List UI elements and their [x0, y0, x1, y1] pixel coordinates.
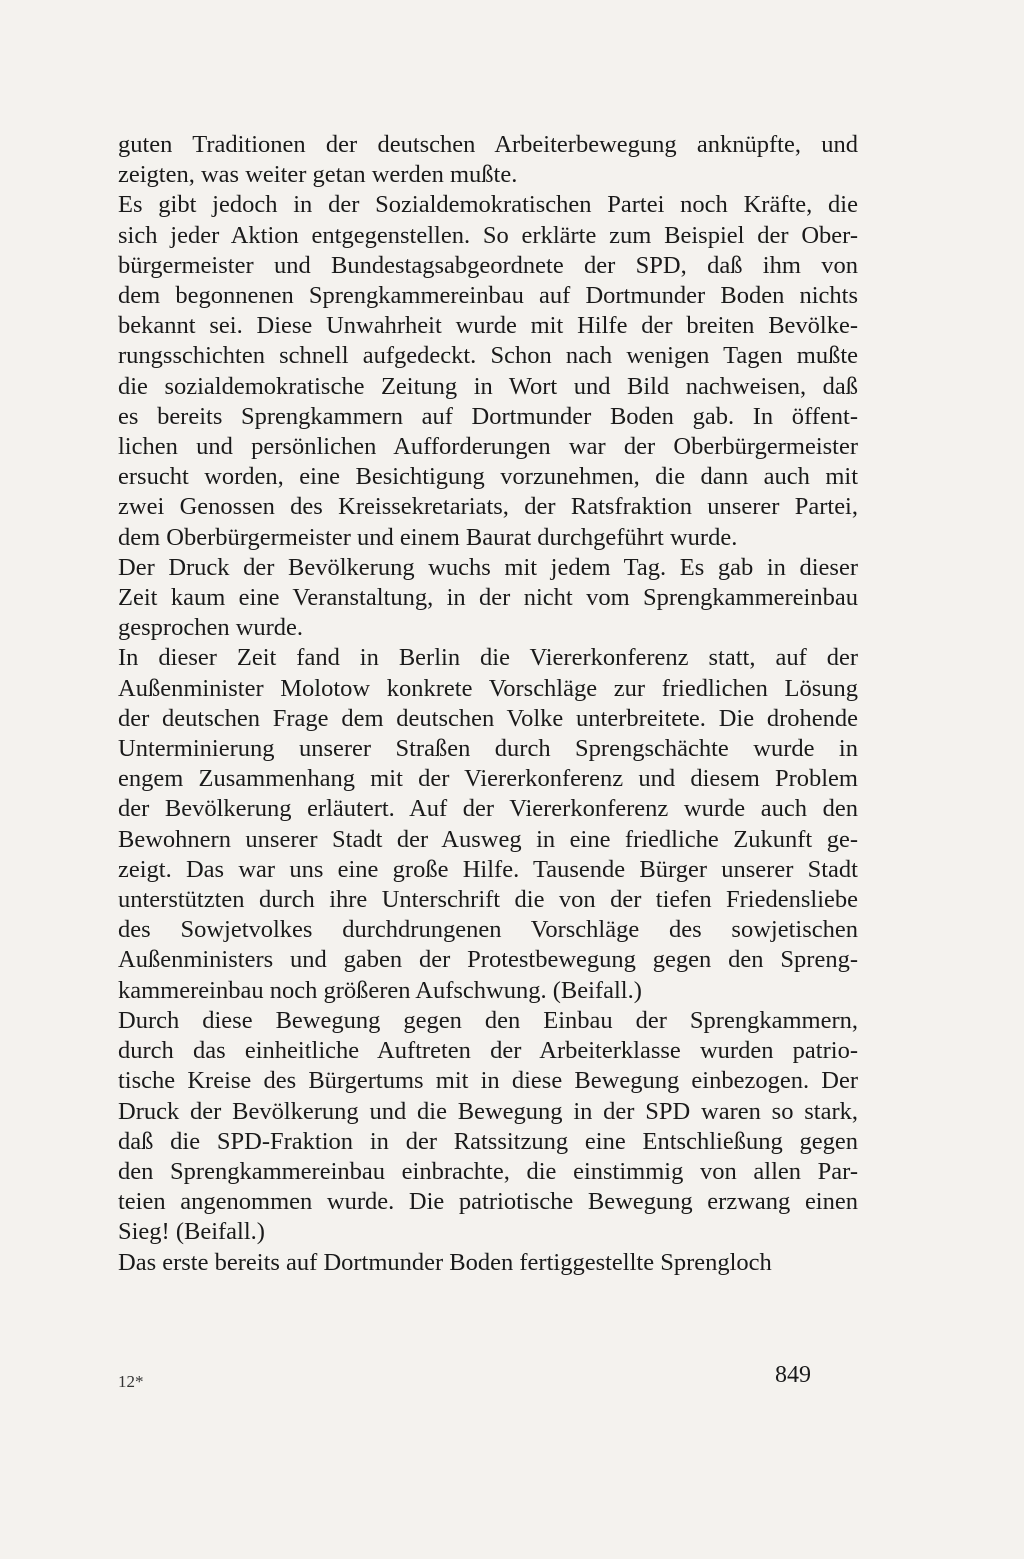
- text-line: des Sowjetvolkes durchdrungenen Vorschläge des sowjetischen: [118, 916, 858, 944]
- text-line: zwei Genossen des Kreissekretariats, der Ratsfraktion unserer Partei,: [118, 493, 858, 521]
- text-line: Unterminierung unserer Straßen durch Sprengschächte wurde in: [118, 735, 858, 763]
- text-line: Druck der Bevölkerung und die Bewegung in der SPD waren so stark,: [118, 1097, 858, 1125]
- text-line: Außenminister Molotow konkrete Vorschläge zur friedlichen Lösung: [118, 674, 858, 702]
- text-line: gesprochen wurde.: [118, 614, 304, 642]
- text-line: Zeit kaum eine Veranstaltung, in der nicht vom Sprengkammereinbau: [118, 584, 858, 612]
- paragraph-first-line: Das erste bereits auf Dortmunder Boden fertiggestellte Sprengloch: [118, 1248, 772, 1276]
- text-line: dem begonnenen Sprengkammereinbau auf Dortmunder Boden nichts: [118, 282, 858, 310]
- text-line: den Sprengkammereinbau einbrachte, die einstimmig von allen Par-: [118, 1157, 858, 1185]
- page-number: 849: [775, 1362, 811, 1388]
- text-line: sich jeder Aktion entgegenstellen. So erklärte zum Beispiel der Ober-: [118, 221, 858, 249]
- paragraph-first-line: Der Druck der Bevölkerung wuchs mit jedem Tag. Es gab in dieser: [118, 553, 858, 581]
- text-line: engem Zusammenhang mit der Viererkonferenz und diesem Problem: [118, 765, 858, 793]
- text-line: rungsschichten schnell aufgedeckt. Schon nach wenigen Tagen mußte: [118, 342, 858, 370]
- text-line: Sieg! (Beifall.): [118, 1218, 265, 1246]
- body-text: [118, 130, 858, 1278]
- paragraph-first-line: Durch diese Bewegung gegen den Einbau der Sprengkammern,: [118, 1006, 858, 1034]
- text-line: kammereinbau noch größeren Aufschwung. (Beifall.): [118, 976, 642, 1004]
- text-line: bürgermeister und Bundestagsabgeordnete der SPD, daß ihm von: [118, 251, 858, 279]
- text-line: ersucht worden, eine Besichtigung vorzunehmen, die dann auch mit: [118, 463, 858, 491]
- text-line: durch das einheitliche Auftreten der Arbeiterklasse wurden patrio-: [118, 1037, 858, 1065]
- text-line: daß die SPD-Fraktion in der Ratssitzung eine Entschließung gegen: [118, 1127, 858, 1155]
- text-line: Außenministers und gaben der Protestbewegung gegen den Spreng-: [118, 946, 858, 974]
- paragraph-first-line: Es gibt jedoch in der Sozialdemokratischen Partei noch Kräfte, die: [118, 191, 858, 219]
- text-line: der Bevölkerung erläutert. Auf der Viererkonferenz wurde auch den: [118, 795, 858, 823]
- paragraph-first-line: In dieser Zeit fand in Berlin die Viererkonferenz statt, auf der: [118, 644, 858, 672]
- text-line: zeigt. Das war uns eine große Hilfe. Tausende Bürger unserer Stadt: [118, 855, 858, 883]
- signature-mark: 12*: [118, 1372, 144, 1391]
- text-line: teien angenommen wurde. Die patriotische Bewegung erzwang einen: [118, 1188, 858, 1216]
- text-line: tische Kreise des Bürgertums mit in diese Bewegung einbezogen. Der: [118, 1067, 858, 1095]
- text-line: zeigten, was weiter getan werden mußte.: [118, 161, 518, 189]
- text-line: der deutschen Frage dem deutschen Volke unterbreitete. Die drohende: [118, 704, 858, 732]
- paragraph-first-line: guten Traditionen der deutschen Arbeiterbewegung anknüpfte, und: [118, 131, 858, 158]
- text-line: bekannt sei. Diese Unwahrheit wurde mit Hilfe der breiten Bevölke-: [118, 312, 858, 340]
- text-line: es bereits Sprengkammern auf Dortmunder Boden gab. In öffent-: [118, 402, 858, 430]
- text-line: unterstützten durch ihre Unterschrift die von der tiefen Friedensliebe: [118, 886, 858, 914]
- text-line: Bewohnern unserer Stadt der Ausweg in eine friedliche Zukunft ge-: [118, 825, 858, 853]
- text-line: lichen und persönlichen Aufforderungen war der Oberbürgermeister: [118, 433, 858, 461]
- text-line: die sozialdemokratische Zeitung in Wort und Bild nachweisen, daß: [118, 372, 858, 400]
- text-line: dem Oberbürgermeister und einem Baurat durchgeführt wurde.: [118, 523, 738, 551]
